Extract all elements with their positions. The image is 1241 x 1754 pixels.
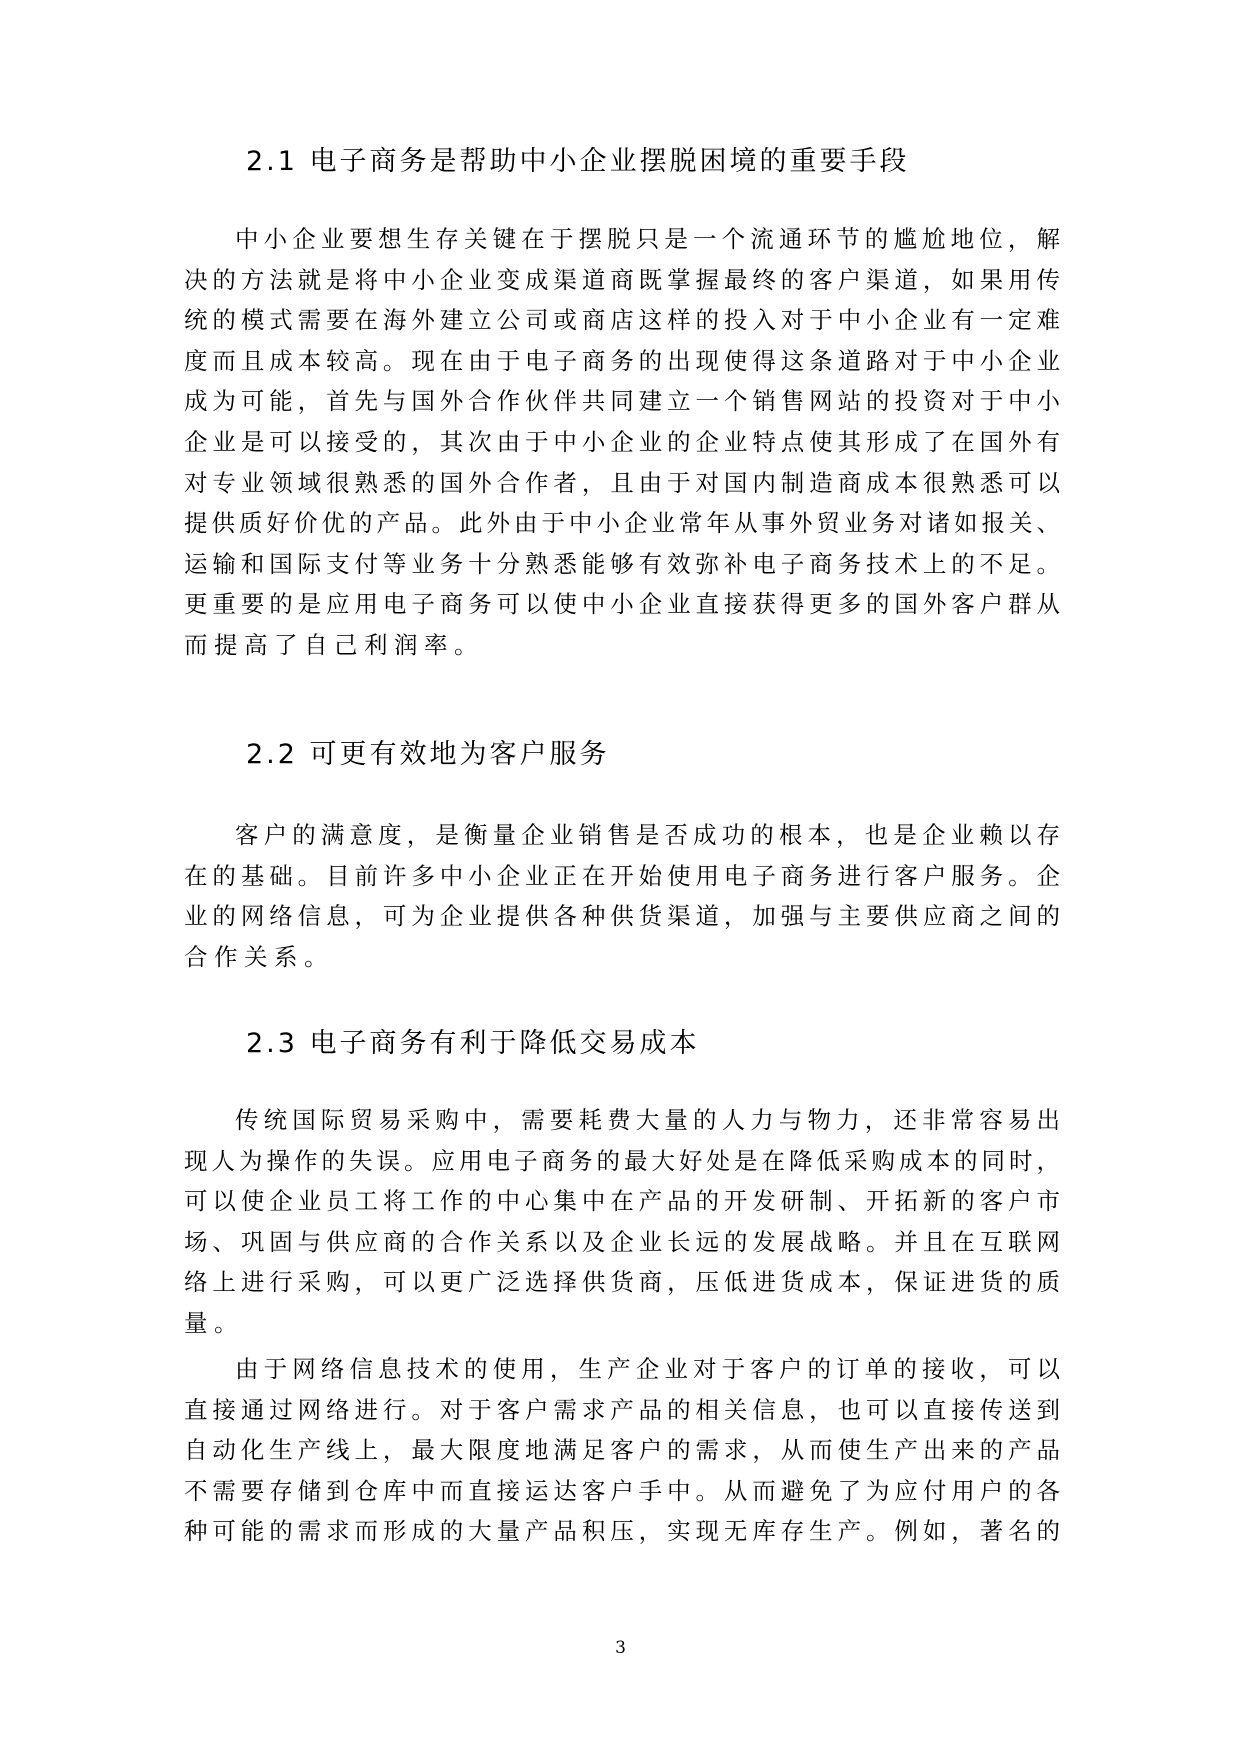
text-line: 在的基础。目前许多中小企业正在开始使用电子商务进行客户服务。企 bbox=[184, 861, 1060, 890]
text-line: 场、巩固与供应商的合作关系以及企业长远的发展战略。并且在互联网 bbox=[184, 1227, 1060, 1256]
text-line: 传统国际贸易采购中，需要耗费大量的人力与物力，还非常容易出 bbox=[235, 1106, 1060, 1134]
text-line: 中小企业要想生存关键在于摆脱只是一个流通环节的尴尬地位，解 bbox=[235, 225, 1060, 253]
paragraph-2-2 bbox=[184, 815, 1060, 977]
text-line: 客户的满意度，是衡量企业销售是否成功的根本，也是企业赖以存 bbox=[235, 821, 1060, 849]
paragraph-2-1 bbox=[184, 219, 1060, 666]
text-line: 不需要存储到仓库中而直接运达客户手中。从而避免了为应付用户的各 bbox=[184, 1476, 1060, 1505]
text-line: 量。 bbox=[184, 1308, 244, 1337]
text-line: 度而且成本较高。现在由于电子商务的出现使得这条道路对于中小企业 bbox=[184, 346, 1060, 375]
text-line: 络上进行采购，可以更广泛选择供货商，压低进货成本，保证进货的质 bbox=[184, 1268, 1060, 1297]
text-line: 企业是可以接受的，其次由于中小企业的企业特点使其形成了在国外有 bbox=[184, 427, 1060, 456]
text-line: 统的模式需要在海外建立公司或商店这样的投入对于中小企业有一定难 bbox=[184, 306, 1060, 335]
text-line: 可以使企业员工将工作的中心集中在产品的开发研制、开拓新的客户市 bbox=[184, 1187, 1060, 1216]
text-line: 由于网络信息技术的使用，生产企业对于客户的订单的接收，可以 bbox=[235, 1355, 1060, 1383]
text-line: 提供质好价优的产品。此外由于中小企业常年从事外贸业务对诸如报关、 bbox=[184, 509, 1060, 538]
page-number: 3 bbox=[615, 1638, 626, 1658]
text-line: 更重要的是应用电子商务可以使中小企业直接获得更多的国外客户群从 bbox=[184, 590, 1060, 619]
text-line: 对专业领域很熟悉的国外合作者，且由于对国内制造商成本很熟悉可以 bbox=[184, 468, 1060, 497]
paragraph-2-3-b bbox=[184, 1349, 1060, 1552]
text-line: 现人为操作的失误。应用电子商务的最大好处是在降低采购成本的同时， bbox=[184, 1146, 1060, 1175]
section-heading-2-1: 2.1 电子商务是帮助中小企业摆脱困境的重要手段 bbox=[246, 146, 910, 177]
text-line: 种可能的需求而形成的大量产品积压，实现无库存生产。例如，著名的 bbox=[184, 1517, 1060, 1546]
text-line: 而提高了自己利润率。 bbox=[184, 630, 484, 659]
text-line: 业的网络信息，可为企业提供各种供货渠道，加强与主要供应商之间的 bbox=[184, 902, 1060, 931]
text-line: 决的方法就是将中小企业变成渠道商既掌握最终的客户渠道，如果用传 bbox=[184, 265, 1060, 294]
section-heading-2-2: 2.2 可更有效地为客户服务 bbox=[246, 739, 610, 770]
paragraph-2-3-a bbox=[184, 1100, 1060, 1344]
section-heading-2-3: 2.3 电子商务有利于降低交易成本 bbox=[246, 1028, 700, 1059]
text-line: 自动化生产线上，最大限度地满足客户的需求，从而使生产出来的产品 bbox=[184, 1436, 1060, 1465]
text-line: 合作关系。 bbox=[184, 942, 334, 971]
text-line: 运输和国际支付等业务十分熟悉能够有效弥补电子商务技术上的不足。 bbox=[184, 549, 1060, 578]
text-line: 直接通过网络进行。对于客户需求产品的相关信息，也可以直接传送到 bbox=[184, 1395, 1060, 1424]
text-line: 成为可能，首先与国外合作伙伴共同建立一个销售网站的投资对于中小 bbox=[184, 387, 1060, 416]
